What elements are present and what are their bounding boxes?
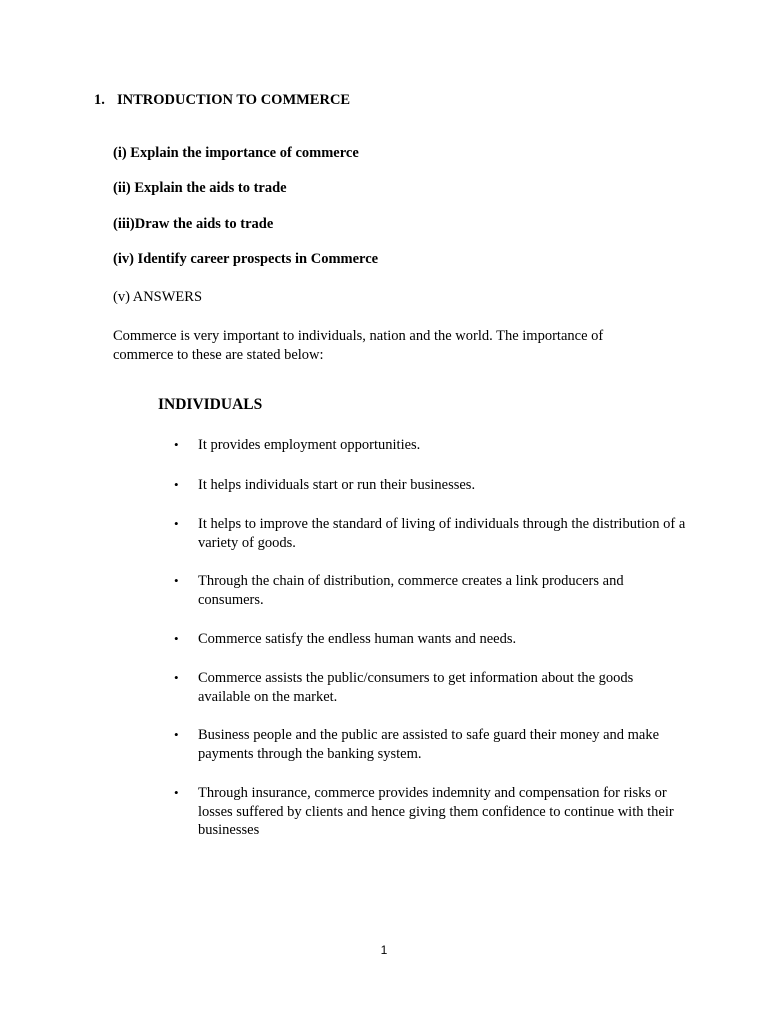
objective-2: (ii) Explain the aids to trade xyxy=(113,180,287,196)
list-item-text: Business people and the public are assisted to safe guard their money and make payments through the banking system. xyxy=(198,727,660,762)
list-item-text: Commerce assists the public/consumers to get information about the goods available on the market. xyxy=(198,670,634,705)
chapter-number: 1. xyxy=(94,92,105,108)
page-number: 1 xyxy=(380,943,388,957)
list-item xyxy=(174,436,686,455)
objective-1: (i) Explain the importance of commerce xyxy=(113,145,359,161)
bullet-icon: • xyxy=(174,477,179,492)
bullet-icon: • xyxy=(174,516,179,531)
chapter-heading xyxy=(94,92,350,109)
bullet-icon: • xyxy=(174,670,179,685)
bullet-icon: • xyxy=(174,573,179,588)
chapter-title: INTRODUCTION TO COMMERCE xyxy=(117,92,351,108)
intro-paragraph: Commerce is very important to individuals, nation and the world. The importance of commerce to these are stated below: xyxy=(113,328,604,363)
list-item-text: Commerce satisfy the endless human wants and needs. xyxy=(198,631,517,647)
bullet-icon: • xyxy=(174,631,179,646)
list-item-text: It provides employment opportunities. xyxy=(198,437,421,453)
bullet-icon: • xyxy=(174,727,179,742)
list-item-text: Through insurance, commerce provides indemnity and compensation for risks or losses suffered by clients and hence giving them confidence to continue with their businesses xyxy=(198,785,674,838)
list-item xyxy=(174,515,686,552)
list-item-text: It helps individuals start or run their businesses. xyxy=(198,477,476,493)
list-item xyxy=(174,476,686,495)
list-item xyxy=(174,784,686,840)
list-item xyxy=(174,726,686,763)
section-heading-individuals: INDIVIDUALS xyxy=(158,396,263,413)
list-item xyxy=(174,669,686,706)
list-item-text: Through the chain of distribution, commerce creates a link producers and consumers. xyxy=(198,573,624,608)
objective-4: (iv) Identify career prospects in Commerce xyxy=(113,251,379,267)
list-item-text: It helps to improve the standard of living of individuals through the distribution of a variety of goods. xyxy=(198,516,686,551)
objective-3: (iii)Draw the aids to trade xyxy=(113,216,274,232)
bullet-icon: • xyxy=(174,437,179,452)
answers-label: (v) ANSWERS xyxy=(113,289,203,305)
list-item xyxy=(174,630,686,649)
bullet-icon: • xyxy=(174,785,179,800)
list-item xyxy=(174,572,686,609)
